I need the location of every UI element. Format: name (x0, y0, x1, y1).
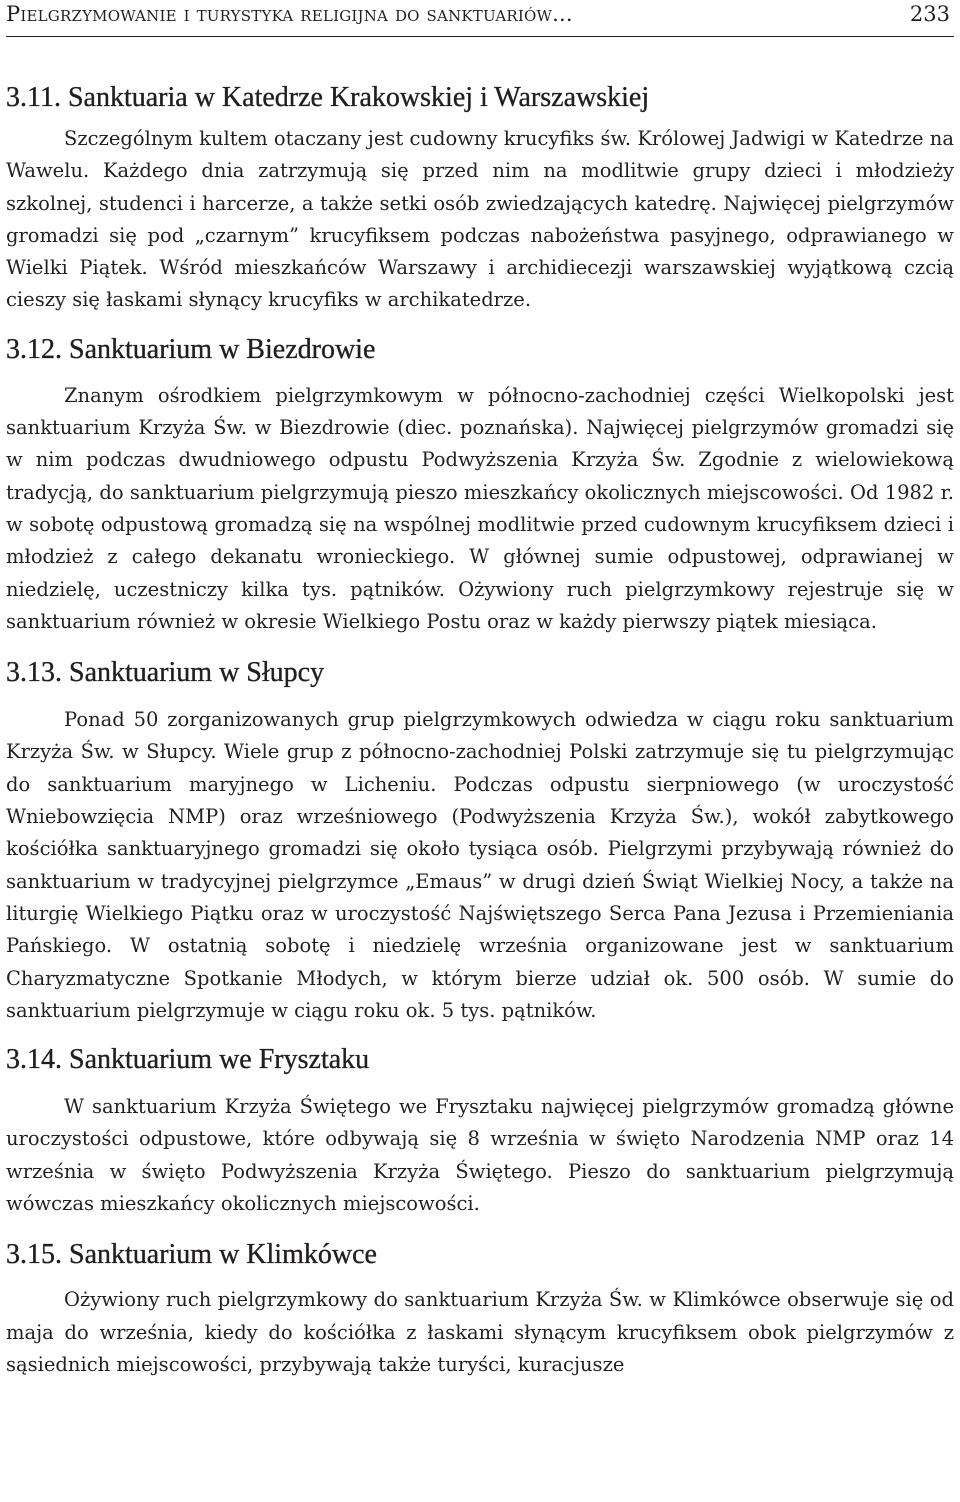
section-paragraph-3-15: Ożywiony ruch pielgrzymkowy do sanktuarium Krzyża Św. w Klimkówce obserwuje się od maja do września, kiedy do kościółka z łaskami słynącym krucyfiksem obok pielgrzymów z sąsiednich miejscowości, przybywają także turyści, kuracjusze (6, 1288, 954, 1376)
page-number: 233 (909, 2, 950, 26)
running-head-title: Pielgrzymowanie i turystyka religijna do sanktuariów... (6, 2, 573, 26)
section-heading-3-13: 3.13. Sanktuarium w Słupcy (6, 657, 325, 689)
running-head (6, 0, 954, 37)
section-paragraph-3-13: Ponad 50 zorganizowanych grup pielgrzymkowych odwiedza w ciągu roku sanktuarium Krzyża Św. w Słupcy. Wiele grup z północno-zachodniej Polski zatrzymuje się tu pielgrzymując do sanktuarium maryjnego w Licheniu. Podczas odpustu sierpniowego (w uroczystość Wniebowzięcia NMP) oraz wrześniowego (Podwyższenia Krzyża Św.), wokół zabytkowego kościółka sanktuaryjnego gromadzi się około tysiąca osób. Pielgrzymi przybywają również do sanktuarium w tradycyjnej pielgrzymce „Emaus” w drugi dzień Świąt Wielkiej Nocy, a także na liturgię Wielkiego Piątku oraz w uroczystość Najświętszego Serca Pana Jezusa i Przemieniania Pańskiego. W ostatnią sobotę i niedzielę września organizowane jest w sanktuarium Charyzmatyczne Spotkanie Młodych, w którym bierze udział ok. 500 osób. W sumie do sanktuarium pielgrzymuje w ciągu roku ok. 5 tys. pątników. (6, 708, 954, 1022)
section-paragraph-3-14: W sanktuarium Krzyża Świętego we Frysztaku najwięcej pielgrzymów gromadzą główne uroczystości odpustowe, które odbywają się 8 września w święto Narodzenia NMP oraz 14 września w święto Podwyższenia Krzyża Świętego. Pieszo do sanktuarium pielgrzymują wówczas mieszkańcy okolicznych miejscowości. (6, 1095, 954, 1216)
book-page (6, 0, 954, 1381)
section-paragraph-3-12: Znanym ośrodkiem pielgrzymkowym w północno-zachodniej części Wielkopolski jest sanktuarium Krzyża Św. w Biezdrowie (diec. poznańska). Najwięcej pielgrzymów gromadzi się w nim podczas dwudniowego odpustu Podwyższenia Krzyża Św. Zgodnie z wielowiekową tradycją, do sanktuarium pielgrzymują pieszo mieszkańcy okolicznych miejscowości. Od 1982 r. w sobotę odpustową gromadzą się na wspólnej modlitwie przed cudownym krucyfiksem dzieci i młodzież z całego dekanatu wronieckiego. W głównej sumie odpustowej, odprawianej w niedzielę, uczestniczy kilka tys. pątników. Ożywiony ruch pielgrzymkowy rejestruje się w sanktuarium również w okresie Wielkiego Postu oraz w każdy pierwszy piątek miesiąca. (6, 383, 954, 633)
section-heading-3-15: 3.15. Sanktuarium w Klimkówce (6, 1239, 377, 1271)
section-heading-3-14: 3.14. Sanktuarium we Frysztaku (6, 1044, 370, 1076)
section-paragraph-3-11: Szczególnym kultem otaczany jest cudowny krucyfiks św. Królowej Jadwigi w Katedrze na Wawelu. Każdego dnia zatrzymują się przed nim na modlitwie grupy dzieci i młodzieży szkolnej, studenci i harcerze, a także setki osób zwiedzających katedrę. Najwięcej pielgrzymów gromadzi się pod „czarnym” krucyfiksem podczas nabożeństwa pasyjnego, odprawianego w Wielki Piątek. Wśród mieszkańców Warszawy i archidiecezji warszawskiej wyjątkową czcią cieszy się łaskami słynący krucyfiks w archikatedrze. (6, 127, 954, 312)
section-heading-3-11: 3.11. Sanktuaria w Katedrze Krakowskiej i Warszawskiej (6, 82, 650, 113)
section-heading-3-12: 3.12. Sanktuarium w Biezdrowie (6, 333, 376, 365)
